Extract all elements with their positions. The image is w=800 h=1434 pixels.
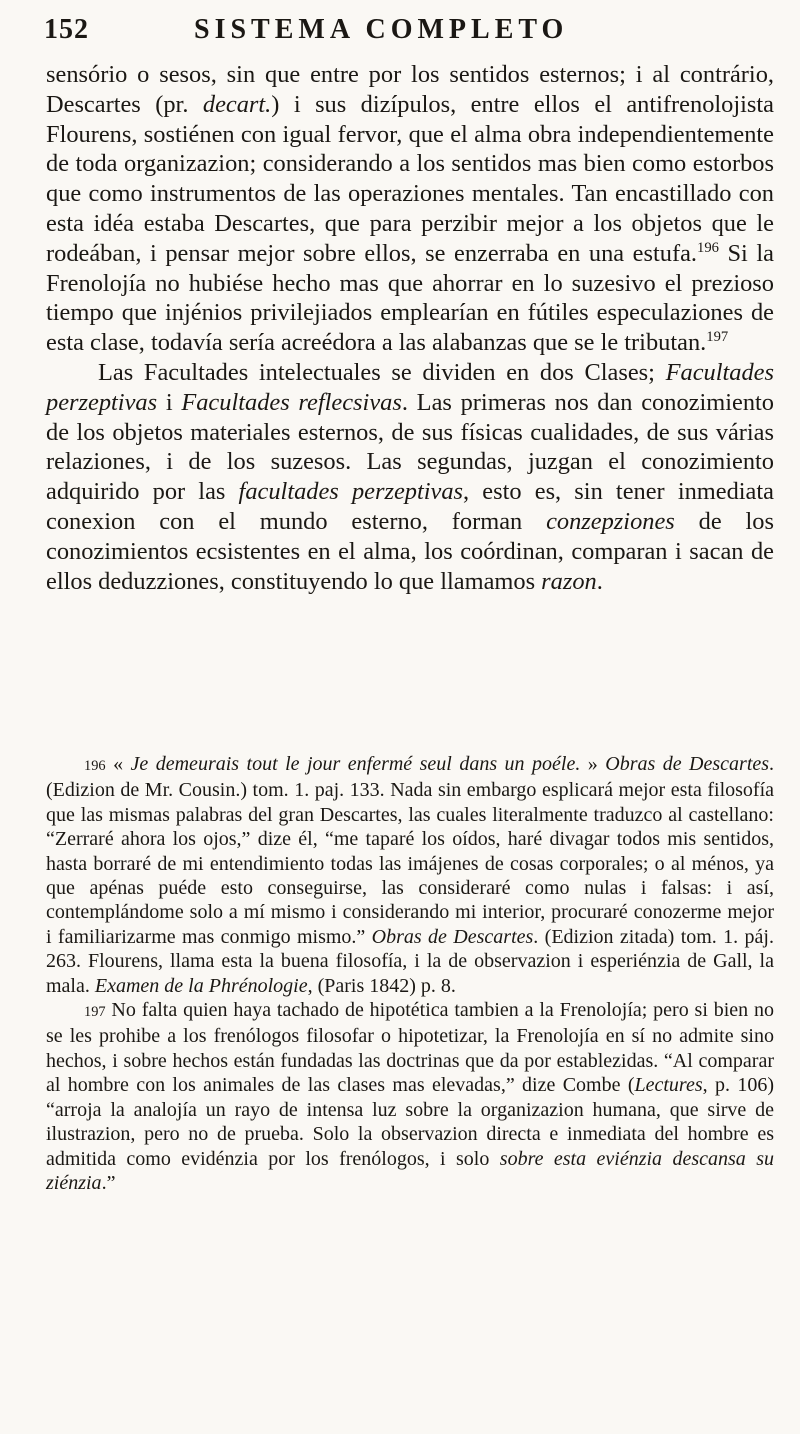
term-perceptive: Facultades perzeptivas bbox=[46, 358, 774, 416]
term-conceptions: conzepziones bbox=[546, 507, 675, 535]
footnote-number-196: 196 bbox=[84, 758, 106, 774]
pronunciation-note: decart. bbox=[202, 90, 272, 118]
running-title: SISTEMA COMPLETO bbox=[194, 14, 569, 45]
footnote-number-197: 197 bbox=[84, 1004, 106, 1021]
footnote-ref-197: 197 bbox=[706, 329, 729, 346]
work-title-3: Examen de la Phrénologie bbox=[94, 974, 308, 997]
page-number: 152 bbox=[44, 14, 89, 45]
main-text bbox=[46, 60, 774, 596]
paragraph-2: Las Facultades intelectuales se dividen en dos Clases; Facultades perzeptivas i Facultades reflecsivas. Las primeras nos dan conozimiento de los objetos materiales esternos, de sus físicas cualidades, de sus várias relaziones, i de los suzesos. Las segundas, juzgan el conozimiento adquirido por las facultades perzeptivas, esto es, sin tener inmediata conexion con el mundo esterno, forman conzepziones de los conozimientos ecsistentes en el alma, los coórdinan, comparan i sacan de ellos deduzziones, constituyendo lo que llamamos razon. bbox=[46, 358, 774, 595]
footnote-197: 197 No falta quien haya tachado de hipotética tambien a la Frenolojía; pero si bien no se les prohibe a los frenólogos filosofar o hipotetizar, la Frenolojía en sí no admite sino hechos, i sobre hechos están fundadas las doctrinas que da por establezidas. “Al comparar al hombre con los animales de las clases mas elevadas,” dize Combe (Lectures, p. 106) “arroja la analojía un rayo de intensa luz sobre la organizazion humana, que sirve de ilustrazion, pero no de prueba. Solo la observazion directa e inmediata del hombre es admitida como evidénzia por los frenólogos, i solo sobre esta eviénzia descansa su ziénzia.” bbox=[46, 999, 774, 1194]
footnotes bbox=[46, 752, 774, 1195]
work-title: Obras de Descartes bbox=[605, 753, 770, 775]
term-perceptive-2: facultades perzeptivas bbox=[238, 478, 464, 506]
term-reason: razon bbox=[541, 567, 597, 595]
work-title-2: Obras de Descartes bbox=[371, 925, 534, 948]
term-reflective: Facultades reflecsivas bbox=[181, 388, 402, 416]
footnote-196: 196 « Je demeurais tout le jour enfermé seul dans un poéle. » Obras de Descartes. (Edizion de Mr. Cousin.) tom. 1. paj. 133. Nada sin embargo esplicará mejor esta filosofía que las mismas palabras del gran Descartes, las cuales literalmente traduzco al castellano: “Zerraré ahora los ojos,” dize él, “me taparé los oídos, haré divagar todos mis sentidos, hasta borraré de mi entendimiento todas las imájenes de cosas corporales; o al ménos, ya que apénas puéde esto conseguirse, las consideraré como nulas i falsas: i así, contemplándome solo a mí mismo i considerando mi interior, procuraré conozerme mejor i familiarizarme mas conmigo mismo.” Obras de Descartes. (Edizion zitada) tom. 1. páj. 263. Flourens, llama esta la buena filosofía, i la de observazion i esperiénzia de Gall, la mala. Examen de la Phrénologie, (Paris 1842) p. 8. bbox=[46, 753, 775, 997]
page-header bbox=[44, 6, 774, 56]
descartes-quote: Je demeurais tout le jour enfermé seul dans un poéle. bbox=[130, 753, 581, 775]
work-title-4: Lectures bbox=[634, 1074, 703, 1097]
paragraph-1: sensório o sesos, sin que entre por los sentidos esternos; i al contrário, Descartes (pr. decart.) i sus dizípulos, entre ellos el antifrenolojista Flourens, sostiénen con igual fervor, que el alma obra independientemente de toda organizazion; considerando a los sentidos mas bien como estorbos que como instrumentos de las operaziones mentales. Tan encastillado con esta idéa estaba Descartes, que para perzibir mejor a los objetos que le rodeában, i pensar mejor sobre ellos, se enzerraba en una estufa.$^{196}$ Si la Frenolojía no hubiése hecho mas que ahorrar en lo suzesivo el prezioso tiempo que injénios privilejiados emplearían en fútiles especulaziones de esta clase, todavía sería acreédora a las alabanzas que se le tributan.$^{197}$ bbox=[46, 61, 775, 357]
footnote-ref-196: 196 bbox=[697, 239, 719, 256]
emphasis-closing: sobre esta eviénzia descansa su ziénzia bbox=[46, 1147, 774, 1194]
